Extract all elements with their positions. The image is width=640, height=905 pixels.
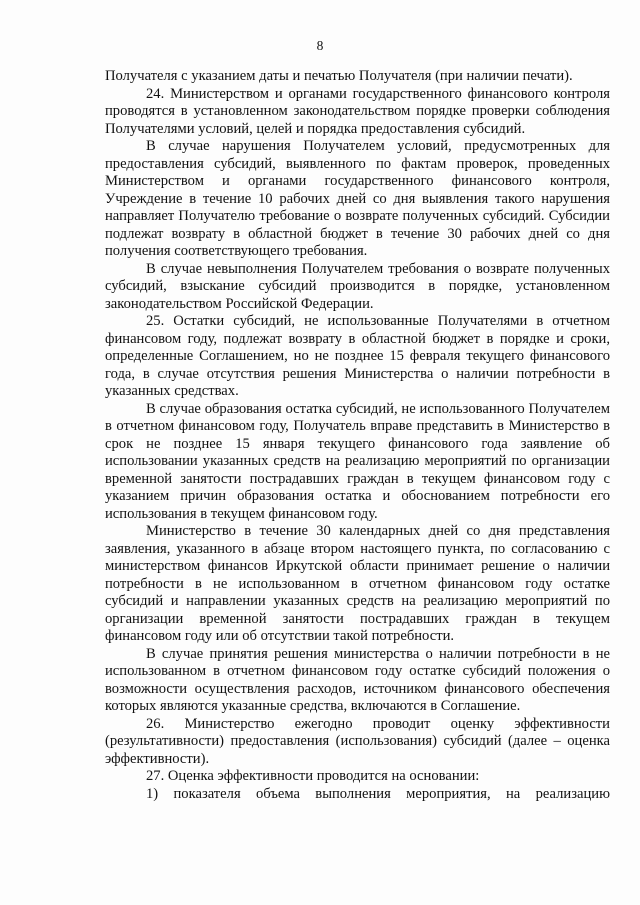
paragraph: Получателя с указанием даты и печатью Получателя (при наличии печати).: [105, 68, 573, 84]
paragraph: 24. Министерством и органами государственного финансового контроля проводятся в установленном законодательством порядке проверки соблюдения Получателями условий, целей и порядка предоставления субсидий.: [105, 85, 610, 137]
document-body: [105, 68, 610, 803]
paragraph: В случае невыполнения Получателем требования о возврате полученных субсидий, взыскание субсидий производится в порядке, установленном законодательством Российской Федерации.: [105, 260, 610, 312]
paragraph: 25. Остатки субсидий, не использованные Получателями в отчетном финансовом году, подлежат возврату в областной бюджет в порядке и сроки, определенные Соглашением, но не позднее 15 февраля текущего финансового года, в случае отсутствия решения Министерства о наличии потребности в указанных средствах.: [105, 313, 610, 399]
paragraph: 1) показателя объема выполнения мероприятия, на реализацию: [146, 785, 610, 802]
paragraph: 26. Министерство ежегодно проводит оценку эффективности (результативности) предоставления (использования) субсидий (далее – оценка эффективности).: [105, 715, 610, 767]
paragraph: 27. Оценка эффективности проводится на основании:: [146, 768, 480, 784]
paragraph: В случае образования остатка субсидий, не использованного Получателем в отчетном финансовом году, Получатель вправе представить в Министерство в срок не позднее 15 января текущего финансового года заявление об использовании указанных средств на реализацию мероприятий по организации временной занятости пострадавших граждан в текущем финансовом году с указанием причин образования остатка и обоснованием потребности его использования в текущем финансовом году.: [105, 400, 610, 522]
page-number: 8: [316, 38, 324, 53]
paragraph: В случае нарушения Получателем условий, предусмотренных для предоставления субсидий, выявленного по фактам проверок, проведенных Министерством и органами государственного финансового контроля, Учреждение в течение 10 рабочих дней со дня выявления такого нарушения направляет Получателю требование о возврате полученных субсидий. Субсидии подлежат возврату в областной бюджет в течение 30 рабочих дней со дня получения соответствующего требования.: [105, 138, 610, 259]
paragraph: Министерство в течение 30 календарных дней со дня представления заявления, указанного в абзаце втором настоящего пункта, по согласованию с министерством финансов Иркутской области принимает решение о наличии потребности в не использованном в отчетном финансовом году остатке субсидий и направлении указанных средств на реализацию мероприятий по организации временной занятости пострадавших граждан в текущем финансовом году или об отсутствии такой потребности.: [105, 523, 610, 644]
paragraph: В случае принятия решения министерства о наличии потребности в не использованном в отчетном финансовом году остатке субсидий положения о возможности осуществления расходов, источником финансового обеспечения которых являются указанные средства, включаются в Соглашение.: [105, 645, 610, 714]
